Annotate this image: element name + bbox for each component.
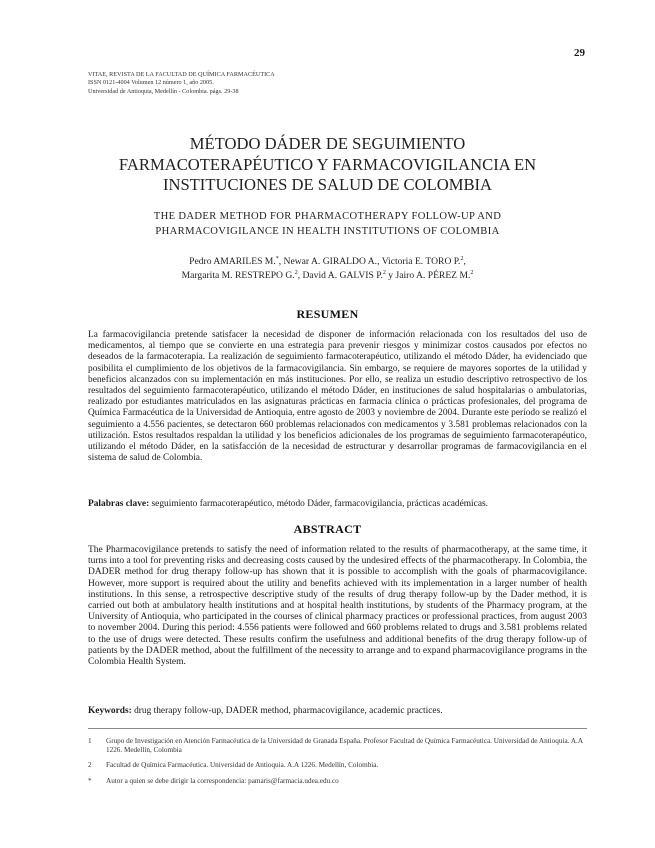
- english-keywords: [88, 706, 587, 717]
- footnote-mark: 2: [88, 761, 92, 770]
- page-number: 29: [574, 47, 585, 59]
- journal-header-line: ISSN 0121-4004 Volumen 12 número 1, año 2005.: [88, 79, 214, 87]
- footnotes: [88, 737, 587, 792]
- author-line: Pedro AMARILES M.*, Newar A. GIRALDO A., Victoria E. TORO P.$^2$,: [189, 255, 466, 267]
- author-affiliation-mark: 2: [294, 269, 298, 276]
- author-name: Pedro AMARILES M.: [189, 256, 276, 267]
- journal-header-line: Universidad de Antioquia, Medellín - Colombia. págs. 29-38: [88, 87, 239, 95]
- footnote: [88, 777, 587, 786]
- footnote-text: Grupo de Investigación en Atención Farmacéutica de la Universidad de Granada España. Profesor Facultad de Química Farmacéutica. Universidad de Antioquia. A.A 1226. Medellín, Colombia: [106, 737, 583, 755]
- keywords-list: drug therapy follow-up, DADER method, pharmacovigilance, academic practices.: [131, 706, 443, 716]
- footnote-mark: *: [88, 776, 92, 785]
- author-name: Margarita M. RESTREPO G.: [181, 270, 295, 281]
- spanish-keywords: [88, 499, 587, 510]
- spanish-title-line: INSTITUCIONES DE SALUD DE COLOMBIA: [162, 175, 493, 194]
- english-title: [90, 210, 565, 239]
- footnote: [88, 761, 587, 770]
- author-affiliation-mark: 2: [470, 269, 474, 276]
- author-name: , David A. GALVIS P.: [297, 270, 383, 281]
- journal-header: [88, 71, 275, 96]
- keywords-label: Palabras clave:: [88, 499, 150, 509]
- author-name: , Newar A. GIRALDO A., Victoria E. TORO P.: [278, 256, 461, 267]
- journal-header-line: VITAE, REVISTA DE LA FACULTAD DE QUÍMICA FARMACÉUTICA: [88, 71, 275, 78]
- english-title-line: PHARMACOVIGILANCE IN HEALTH INSTITUTIONS OF COLOMBIA: [155, 225, 500, 237]
- footnote-text: Autor a quien se debe dirigir la correspondencia: pamaris@farmacia.udea.edu.co: [106, 776, 339, 785]
- author-list: [90, 255, 565, 283]
- author-name: y Jairo A. PÉREZ M.: [385, 270, 471, 281]
- abstract-heading: ABSTRACT: [293, 522, 362, 536]
- resumen-paragraph: La farmacovigilancia pretende satisfacer la necesidad de disponer de información relacionada con los resultados del uso de medicamentos, al tiempo que se convierte en una estrategia para prevenir riesgos y minimizar costos causados por efectos no deseados de la farmacoterapia. La realización de seguimiento farmacoterapéutico, utilizando el método Dáder, ha evidenciado que posibilita el cumplimiento de los objetivos de la farmacovigilancia. Sin embargo, se requiere de mayores soportes de la utilidad y beneficios alcanzados con su implementación en más instituciones. Por ello, se realiza un estudio descriptivo retrospectivo de los resultados del seguimiento farmacoterapéutico, utilizando el método Dáder, en instituciones de salud hospitalarias o ambulatorias, realizado por estudiantes matriculados en las asignaturas prácticas en farmacia clínica o prácticas profesionales, del programa de Química Farmacéutica de la Universidad de Antioquia, entre agosto de 2003 y noviembre de 2004. Durante este período se realizó el seguimiento a 4.556 pacientes, se detectaron 660 problemas relacionados con medicamentos y 3.581 problemas relacionados con la utilización. Estos resultados respaldan la utilidad y los beneficios adicionales de los programas de seguimiento farmacoterapéutico, utilizando el método Dáder, en la satisfacción de la necesidad de estructurar y desarrollar programas de farmacovigilancia en el sistema de salud de Colombia.: [88, 330, 587, 464]
- spanish-title-line: MÉTODO DÁDER DE SEGUIMIENTO: [189, 134, 466, 153]
- resumen-heading: RESUMEN: [296, 307, 359, 321]
- footnote: [88, 737, 587, 755]
- footnote-mark: 1: [88, 737, 92, 745]
- footnote-text: Facultad de Química Farmacéutica. Universidad de Antioquia. A.A 1226. Medellín, Colombia.: [106, 761, 379, 770]
- author-line: [90, 269, 565, 283]
- author-affiliation-mark: *: [275, 255, 279, 262]
- author-affiliation-mark: 2: [460, 255, 464, 262]
- abstract-paragraph: The Pharmacovigilance pretends to satisfy the need of information related to the results of pharmacotherapy, at the same time, it turns into a tool for preventing risks and decreasing costs caused by the undesired effects of the pharmacotherapy. In Colombia, the DADER method for drug therapy follow-up has shown that it is possible to accomplish with the goals of pharmacovigilance. However, more support is required about the utility and benefits achieved with its implementation in a larger number of health institutions. In this sense, a retrospective descriptive study of the results of drug therapy follow-up by the Dader method, it is carried out both at ambulatory health institutions and at hospital health institutions, by students of the Pharmacy program, at the University of Antioquia, who participated in the courses of clinical pharmacy practices or professional practices, from august 2003 to november 2004. During this period: 4.556 patients were followed and 660 problems related to drugs and 3.581 problems related to the use of drugs were detected. These results confirm the usefulness and additional benefits of the drug therapy follow-up of patients by the DADER method, about the fulfillment of the necessity to arrange and to expand pharmacovigilance programs in the Colombia Health System.: [88, 545, 587, 668]
- keywords-list: seguimiento farmacoterapéutico, método Dáder, farmacovigilancia, prácticas académicas.: [149, 499, 488, 509]
- author-affiliation-mark: 2: [382, 269, 386, 276]
- spanish-title: [70, 134, 585, 196]
- spanish-title-line: FARMACOTERAPÉUTICO Y FARMACOVIGILANCIA EN: [118, 154, 537, 174]
- english-title-line: THE DADER METHOD FOR PHARMACOTHERAPY FOLLOW-UP AND: [153, 211, 502, 222]
- footnote-divider: [88, 728, 587, 729]
- keywords-label: Keywords:: [88, 706, 132, 716]
